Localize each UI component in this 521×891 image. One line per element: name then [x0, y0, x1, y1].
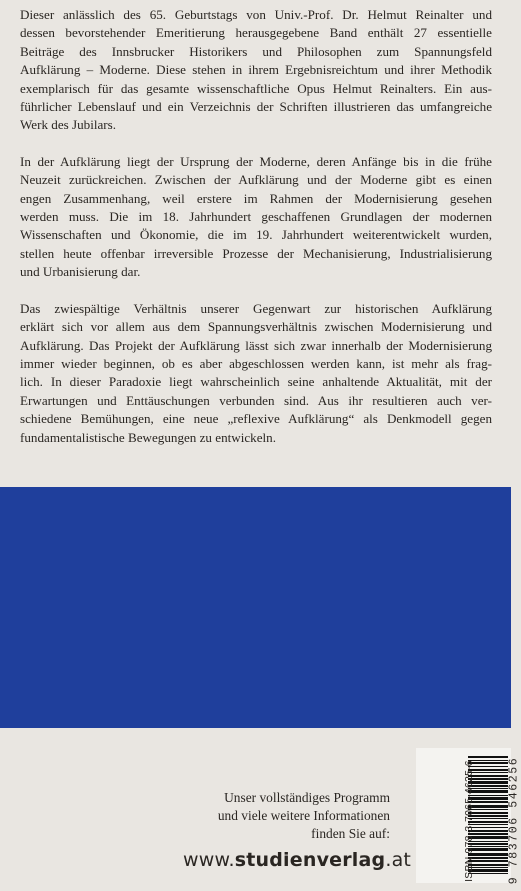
text-line: exemplarisch für das gesamte wissenschaftliche Opus Helmut Reinalters. Ein aus- [20, 80, 492, 96]
text-line: Aufklärung. Das Projekt der Aufklärung lässt sich zwar innerhalb der Modernisierung [20, 337, 492, 353]
text-line: In der Aufklärung liegt der Ursprung der Moderne, deren Anfänge bis in die frühe [20, 153, 492, 169]
website-name: studienverlag [234, 849, 386, 871]
publisher-info-line: und viele weitere Informationen [217, 808, 390, 823]
paragraph-1 [20, 6, 492, 135]
publisher-website[interactable] [183, 849, 412, 871]
text-line: dessen bevorstehender Emeritierung herausgegebene Band enthält 27 essentielle [20, 25, 492, 41]
paragraph-3 [20, 300, 492, 447]
text-line: Neuzeit zurückreichen. Zwischen der Aufklärung und der Moderne gibt es einen [20, 172, 492, 188]
isbn-number: ISBN 978-3-7065-4625-6 [463, 760, 475, 882]
website-suffix: .at [385, 849, 412, 871]
text-line: schiedene Bemühungen, eine neue „reflexive Aufklärung“ als Denkmodell gegen [20, 411, 492, 427]
blurb-text [20, 6, 492, 465]
text-line: Wissenschaften und Ökonomie, die im 19. Jahrhundert weiterentwickelt wurden, [20, 227, 492, 243]
text-line: immer wieder beginnen, ob es aber abgeschlossen werden kann, ist mehr als frag- [20, 355, 492, 371]
text-line: Erwartungen und Enttäuschungen verbunden sind. Aus ihr resultieren auch ver- [20, 392, 492, 408]
text-line: Beiträge des Innsbrucker Historikers und Philosophen zum Spannungsfeld [20, 43, 492, 59]
text-line: Das zwiespältige Verhältnis unserer Gegenwart zur historischen Aufklärung [20, 300, 492, 316]
text-line: lich. In dieser Paradoxie liegt wahrscheinlich seine anhaltende Aktualität, mit der [20, 374, 492, 390]
barcode-digits: 9 783706 546256 [507, 756, 521, 885]
paragraph-2 [20, 153, 492, 282]
text-line: Aufklärung – Moderne. Diese stehen in ihrem Ergebnisreichtum und ihrer Methodik [20, 62, 492, 78]
website-prefix: www. [183, 849, 235, 871]
blue-color-band [0, 487, 511, 728]
text-line: führlicher Lebenslauf und ein Verzeichnis der Schriften illustrieren das umfangreiche [20, 99, 492, 115]
publisher-info [190, 789, 390, 843]
text-line: fundamentalistische Bewegungen zu entwickeln. [20, 429, 276, 445]
publisher-info-line: finden Sie auf: [311, 826, 390, 841]
text-line: engen Zusammenhang, weil erstere im Rahmen der Modernisierung gesehen [20, 190, 492, 206]
text-line: stellen heute offenbar irreversible Prozesse der Mechanisierung, Industrialisierung [20, 245, 492, 261]
text-line: Dieser anlässlich des 65. Geburtstags von Univ.-Prof. Dr. Helmut Reinalter und [20, 7, 492, 22]
publisher-info-line: Unser vollständiges Programm [224, 790, 390, 805]
text-line: erklärt sich vor allem aus dem Spannungsverhältnis zwischen Modernisierung und [20, 319, 492, 335]
text-line: und Urbanisierung dar. [20, 264, 141, 280]
text-line: Werk des Jubilars. [20, 117, 117, 133]
text-line: werden muss. Die im 18. Jahrhundert geschaffenen Grundlagen der modernen [20, 209, 492, 225]
